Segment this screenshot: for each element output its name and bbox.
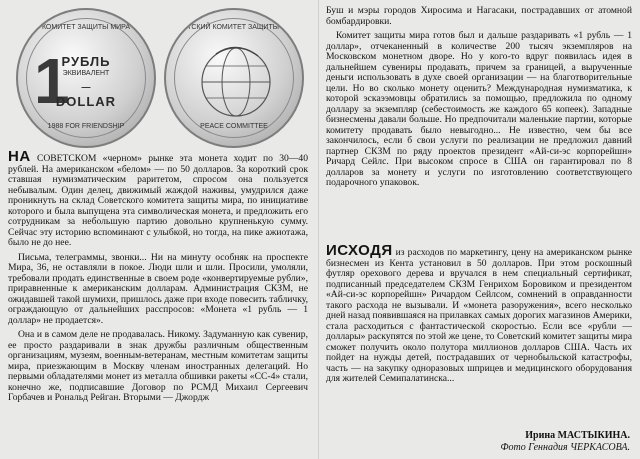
left-article-column [8,148,308,408]
right-article-column-top [326,6,632,193]
coin-front-separator: — [81,82,91,92]
coin-front-denomination-en: DOLLAR [55,94,117,109]
coin-front-arc-text: КОМИТЕТ ЗАЩИТЫ МИРА [41,24,131,31]
coin-back-bottom-arc: PEACE COMMITTEE [200,123,268,130]
coin-back-arc-text: СОВЕТСКИЙ КОМИТЕТ ЗАЩИТЫ МИРА [167,24,301,31]
dropcap: НА [8,148,31,165]
article-paragraph: НА СОВЕТСКОМ «черном» рынке эта монета ходит по 30—40 рублей. На американском «белом» — по 50 долларов. За короткий срок ставшая нумизматическим раритетом, спросом она пользуется небывалым. Один делец, движимый жаждой наживы, умудрился даже проникнуть на склад Советского комитета защиты мира, по инициативе которого и была выпущена эта символическая монета, и предложить его сотрудникам за небольшую партию довольно крупненькую сумму. Сейчас эту историю вспоминают с улыбкой, но тогда, на пике ажиотажа, было не до нее. [8,148,308,248]
author-name: Ирина МАСТЫКИНА. [525,430,630,441]
dropcap: ИСХОДЯ [326,242,393,259]
right-article-column-bottom [326,242,632,389]
article-paragraph: Буш и мэры городов Хиросима и Нагасаки, пострадавших от атомной бомбардировки. [326,5,632,27]
coin-front-small-text: ЭКВИВАЛЕНТ [62,70,110,77]
coin-front-denomination-ru: РУБЛЬ [61,54,111,69]
coins-photo [6,4,306,154]
coin-back-image [164,8,304,148]
column-divider [318,0,319,459]
photo-credit: Фото Геннадия ЧЕРКАСОВА. [500,442,630,453]
article-paragraph: Письма, телеграммы, звонки... Ни на минуту особняк на проспекте Мира, 36, не оставляли в покое. Люди шли и шли. Просили, умоляли, требовали продать единственные в своем роде «конвертируемые рубли», приравненные к американским долларам. Администрация СКЗМ, не ожидавшей такой шумихи, пришлось даже при входе повесить табличку, ограждающую от дальнейших расспросов: «Монета «1 рубль — 1 доллар» не продается». [8,251,308,326]
article-paragraph: ИСХОДЯ из расходов по маркетингу, цену на американском рынке бизнесмен из Кента установил в 50 долларов. При этом роскошный футляр орехового дерева и вручался в нем специальный сертификат, подписанный председателем СКЗМ Генрихом Боровиком и президентом «Ай-си-эс корпорейшн» Ричардом Сейлсом, сомнений в оправданности такого расхода не вызывали. И «монета разоружения», всего несколько дней назад появившаяся на прилавках самых дорогих магазинов Америки, стала расходиться с фантастической скоростью. Если все «рубли — доллары» раскупятся по этой же цене, то Советский комитет защиты мира сможет получить около полутора миллионов долларов США. Часть их пойдет на нужды детей, пострадавших от чернобыльской катастрофы, часть — на закупку одноразовых шприцев и медицинского оборудования для жителей Семипалатинска... [326,242,632,384]
coin-front-bottom-arc: 1988 FOR FRIENDSHIP [47,123,125,130]
byline [470,430,630,454]
coin-front-image [16,8,156,148]
article-paragraph: Она и в самом деле не продавалась. Никому. Задуманную как сувенир, ее просто раздаривали в знак дружбы различным общественным организациям, музеям, военным-ветеранам, местным комитетам защиты мира, приезжающим в Москву членам иностранных делегаций. Но первыми обладателями монет из металла обшивки ракеты «СС-4» стали, конечно же, подписавшие Договор по РСМД Михаил Сергеевич Горбачев и Рональд Рейган. Вторыми — Джордж [8,329,308,403]
coin-front-numeral: 1 [34,45,70,117]
article-paragraph: Комитет защиты мира готов был и дальше раздаривать «1 рубль — 1 доллар», отчеканенный в количестве 200 тысяч экземпляров на Московском монетном дворе. Но у кого-то вдруг появилась идея в дальнейшем сувениры продавать, причем за границей, а вырученные деньги использовать в духе своей организации — на благотворительные цели. Но во сколько монету оценить? Международная нумизматика, к которой эскаээмовцы обратились за помощью, предложила по одному доллару за экземпляр (себестоимость же каждого 65 копеек). Западные бизнесмены давали больше. Но предпочитали маленькие партии, которые комитету продавать было невыгодно... Не известно, чем бы все закончилось, если б свои услуги по реализации не предложил давний партнер СКЗМ по ряду проектов президент «Ай-си-эс корпорейшн» Ричард Сейлс. При высоком спросе в США он гарантировал по 8 долларов за монету и услуги по изготовлению соответствующего подарочного упаковок. [326,30,632,188]
